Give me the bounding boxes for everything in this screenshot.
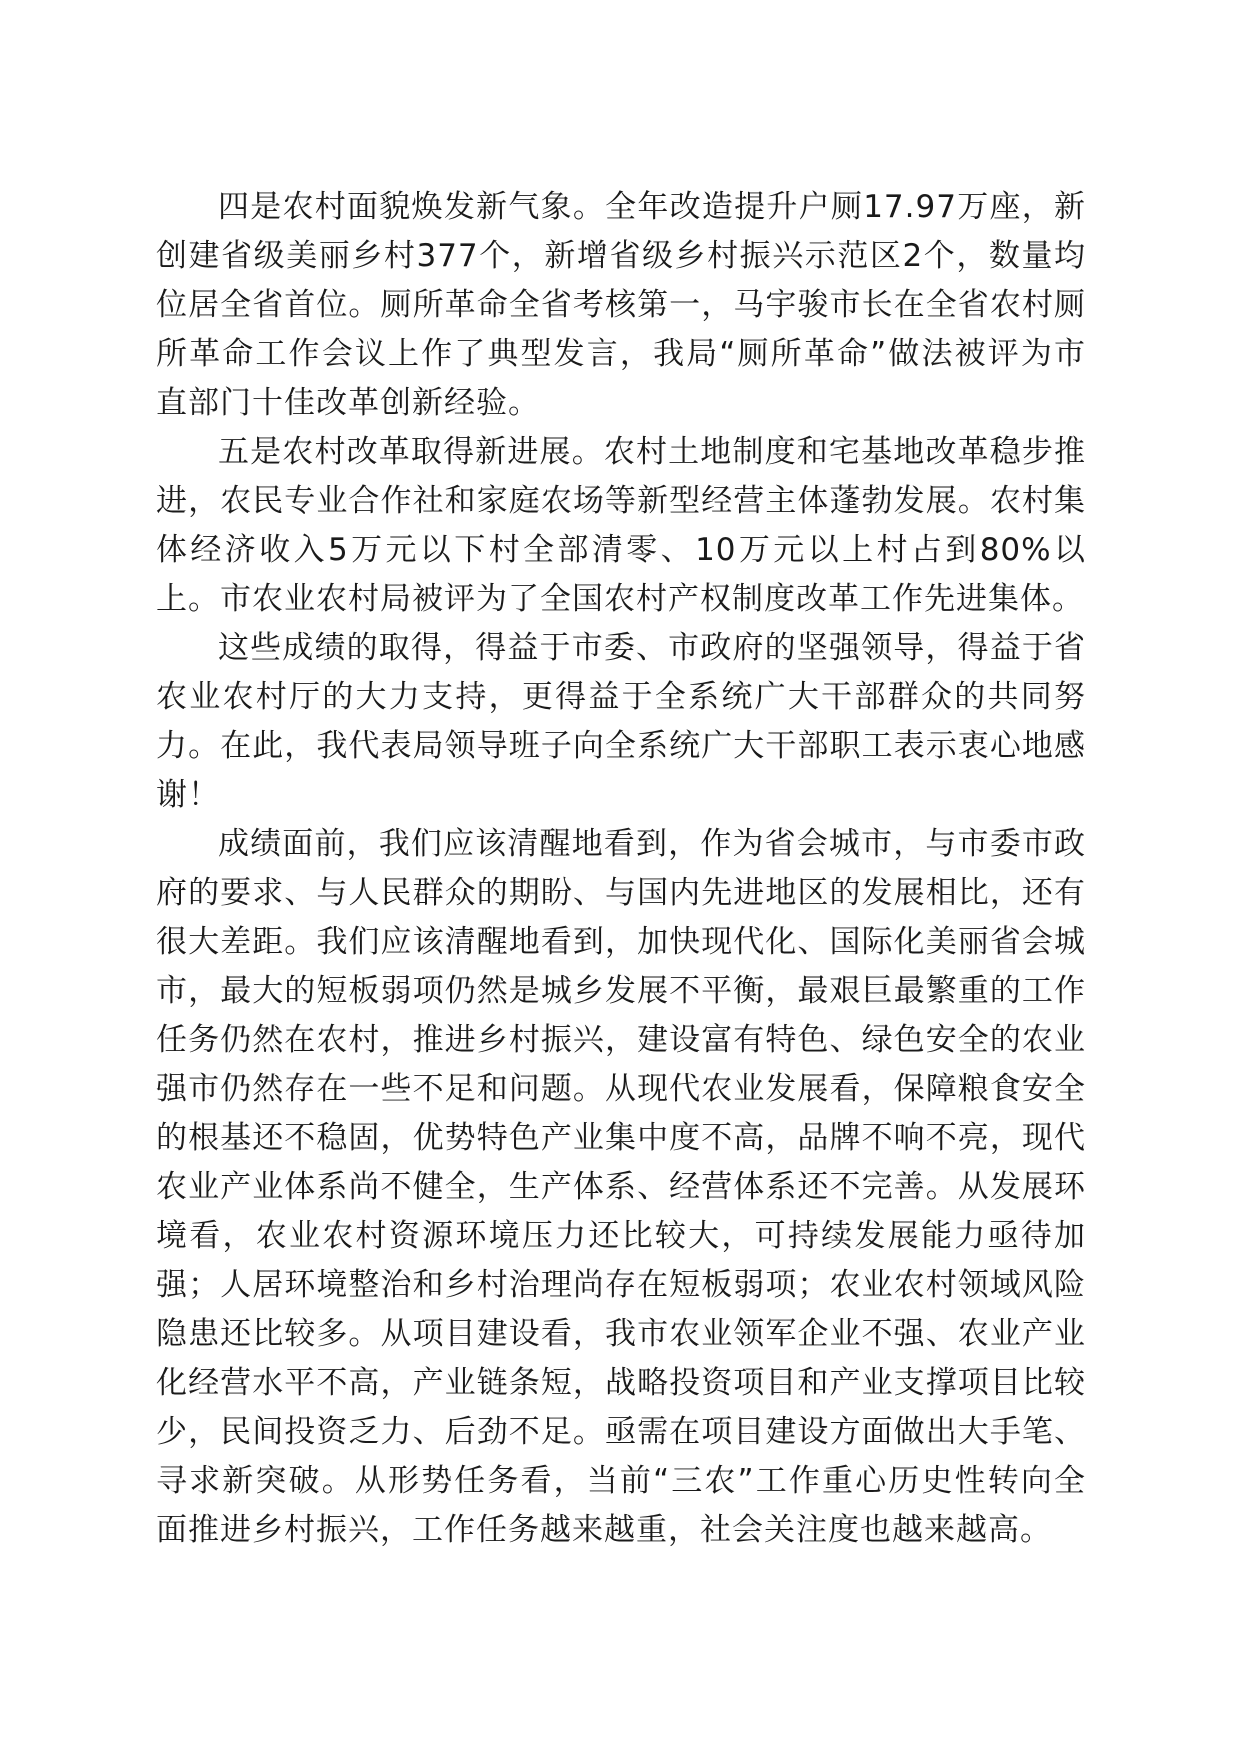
paragraph-rural-appearance: 四是农村面貌焕发新气象。全年改造提升户厕17.97万座，新创建省级美丽乡村377个，新增省级乡村振兴示范区2个，数量均位居全省首位。厕所革命全省考核第一，马宇骏市长在全省农村厕所革命工作会议上作了典型发言，我局“厕所革命”做法被评为市直部门十佳改革创新经验。 <box>156 189 1086 421</box>
document-body <box>156 183 1086 1555</box>
paragraph-shortcomings: 成绩面前，我们应该清醒地看到，作为省会城市，与市委市政府的要求、与人民群众的期盼、与国内先进地区的发展相比，还有很大差距。我们应该清醒地看到，加快现代化、国际化美丽省会城市，最大的短板弱项仍然是城乡发展不平衡，最艰巨最繁重的工作任务仍然在农村，推进乡村振兴，建设富有特色、绿色安全的农业强市仍然存在一些不足和问题。从现代农业发展看，保障粮食安全的根基还不稳固，优势特色产业集中度不高，品牌不响不亮，现代农业产业体系尚不健全，生产体系、经营体系还不完善。从发展环境看，农业农村资源环境压力还比较大，可持续发展能力亟待加强；人居环境整治和乡村治理尚存在短板弱项；农业农村领域风险隐患还比较多。从项目建设看，我市农业领军企业不强、农业产业化经营水平不高，产业链条短，战略投资项目和产业支撑项目比较少，民间投资乏力、后劲不足。亟需在项目建设方面做出大手笔、寻求新突破。从形势任务看，当前“三农”工作重心历史性转向全面推进乡村振兴，工作任务越来越重，社会关注度也越来越高。 <box>156 826 1086 1548</box>
paragraph-acknowledgement: 这些成绩的取得，得益于市委、市政府的坚强领导，得益于省农业农村厅的大力支持，更得益于全系统广大干部群众的共同努力。在此，我代表局领导班子向全系统广大干部职工表示衷心地感谢！ <box>156 630 1086 813</box>
paragraph-rural-reform: 五是农村改革取得新进展。农村土地制度和宅基地改革稳步推进，农民专业合作社和家庭农场等新型经营主体蓬勃发展。农村集体经济收入5万元以下村全部清零、10万元以上村占到80%以上。市农业农村局被评为了全国农村产权制度改革工作先进集体。 <box>156 434 1086 617</box>
